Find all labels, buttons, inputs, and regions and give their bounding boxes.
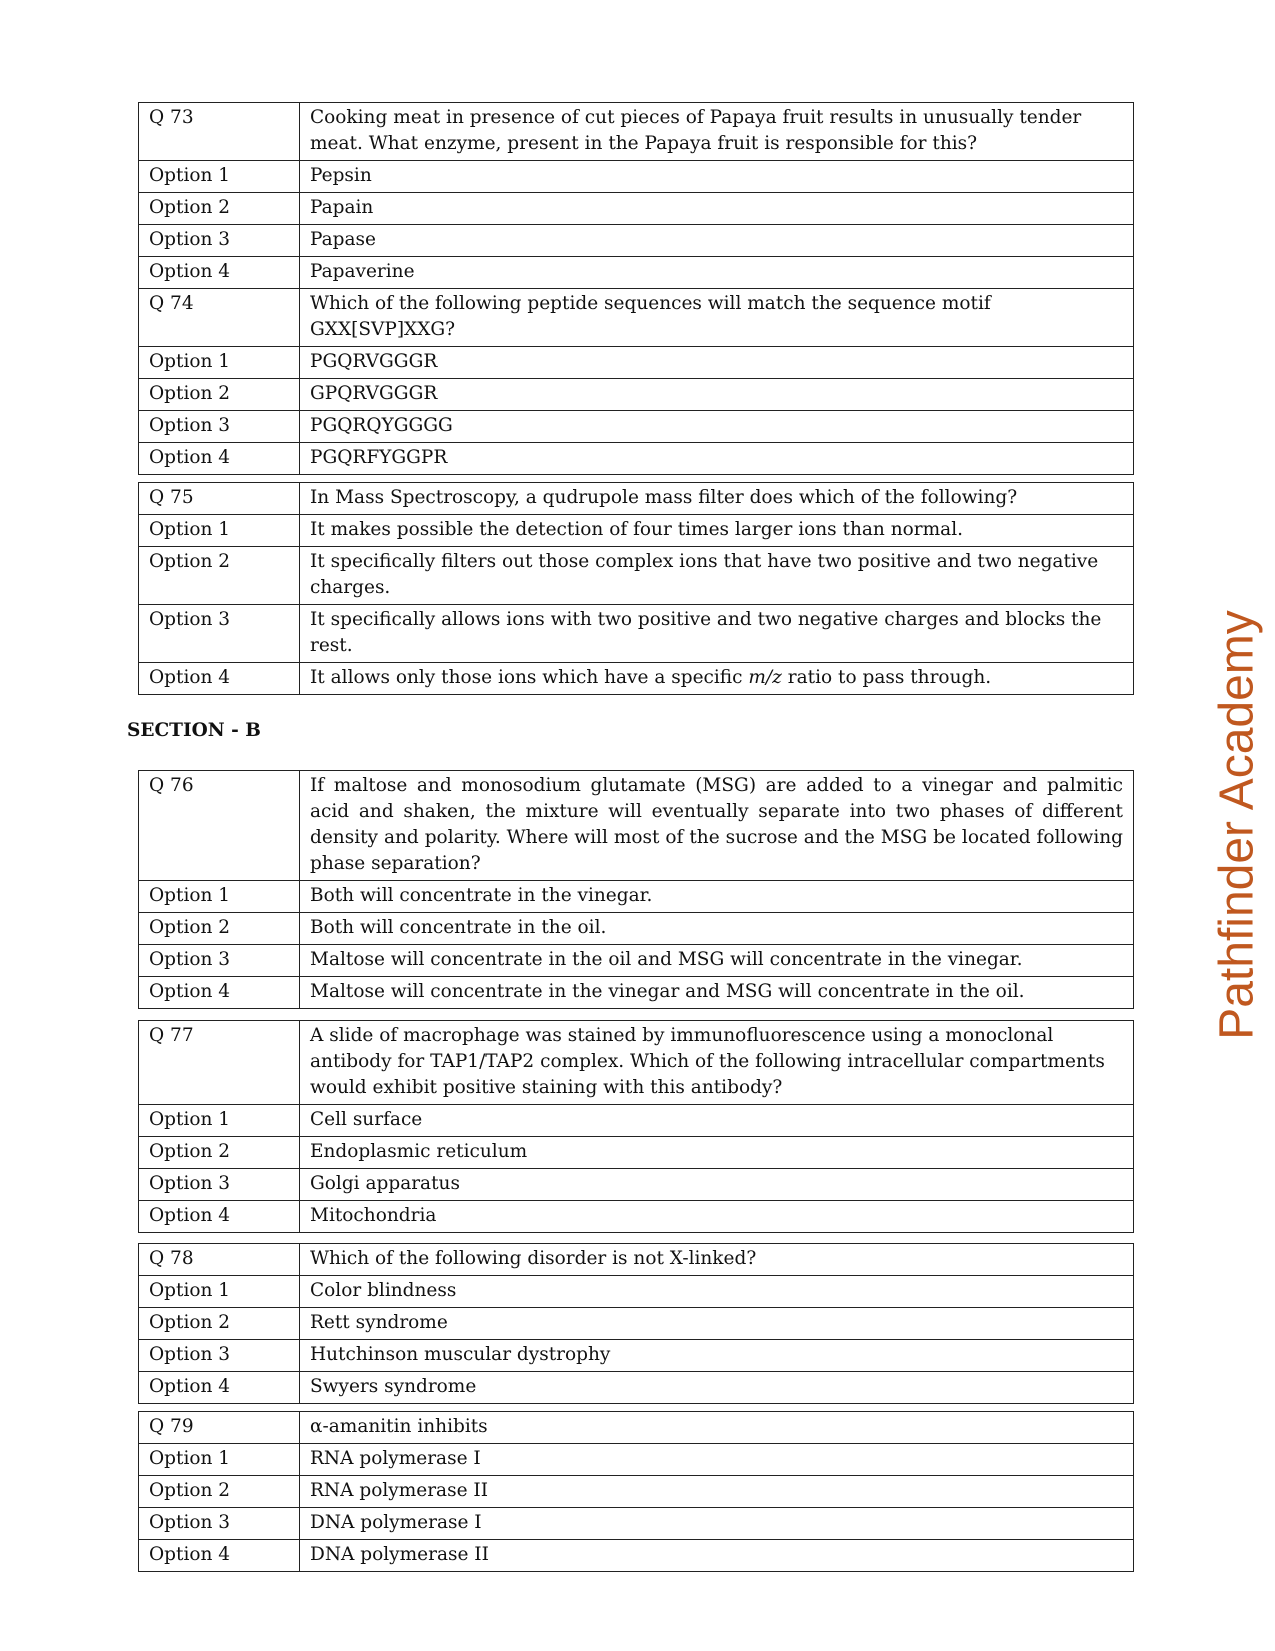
question-table-q76 bbox=[138, 770, 1134, 1009]
option-label: Option 1 bbox=[139, 1276, 300, 1308]
question-number: Q 76 bbox=[139, 771, 300, 881]
option-row bbox=[139, 161, 1134, 193]
option-text: Hutchinson muscular dystrophy bbox=[300, 1340, 1134, 1372]
option-row bbox=[139, 379, 1134, 411]
option-text: RNA polymerase II bbox=[300, 1476, 1134, 1508]
option-row bbox=[139, 411, 1134, 443]
option-text: GPQRVGGGR bbox=[300, 379, 1134, 411]
option-text-pre: It allows only those ions which have a specific bbox=[310, 667, 749, 688]
option-row bbox=[139, 881, 1134, 913]
question-row bbox=[139, 1244, 1134, 1276]
question-number: Q 73 bbox=[139, 103, 300, 161]
question-row bbox=[139, 771, 1134, 881]
option-text: Both will concentrate in the vinegar. bbox=[300, 881, 1134, 913]
option-row bbox=[139, 977, 1134, 1009]
question-table-q73 bbox=[138, 102, 1134, 289]
option-row bbox=[139, 193, 1134, 225]
option-row bbox=[139, 1372, 1134, 1404]
option-label: Option 2 bbox=[139, 1308, 300, 1340]
option-label: Option 2 bbox=[139, 379, 300, 411]
option-text: Swyers syndrome bbox=[300, 1372, 1134, 1404]
option-text: Papaverine bbox=[300, 257, 1134, 289]
option-label: Option 4 bbox=[139, 1201, 300, 1233]
option-text: Rett syndrome bbox=[300, 1308, 1134, 1340]
option-row bbox=[139, 663, 1134, 695]
question-text: Which of the following disorder is not X-linked? bbox=[300, 1244, 1134, 1276]
option-text: DNA polymerase II bbox=[300, 1540, 1134, 1572]
option-label: Option 2 bbox=[139, 1137, 300, 1169]
option-text: Maltose will concentrate in the vinegar and MSG will concentrate in the oil. bbox=[300, 977, 1134, 1009]
question-text: α-amanitin inhibits bbox=[300, 1412, 1134, 1444]
option-text: Cell surface bbox=[300, 1105, 1134, 1137]
question-row bbox=[139, 1021, 1134, 1105]
option-text: Papase bbox=[300, 225, 1134, 257]
option-text: RNA polymerase I bbox=[300, 1444, 1134, 1476]
question-row bbox=[139, 483, 1134, 515]
option-text: Golgi apparatus bbox=[300, 1169, 1134, 1201]
option-row bbox=[139, 1444, 1134, 1476]
question-row bbox=[139, 103, 1134, 161]
question-number: Q 75 bbox=[139, 483, 300, 515]
option-row bbox=[139, 1276, 1134, 1308]
question-text: Which of the following peptide sequences will match the sequence motif GXX[SVP]XXG? bbox=[300, 289, 1134, 347]
option-row bbox=[139, 257, 1134, 289]
option-row bbox=[139, 1137, 1134, 1169]
question-number: Q 77 bbox=[139, 1021, 300, 1105]
option-text: PGQRQYGGGG bbox=[300, 411, 1134, 443]
question-number: Q 74 bbox=[139, 289, 300, 347]
option-row bbox=[139, 1169, 1134, 1201]
option-text: Both will concentrate in the oil. bbox=[300, 913, 1134, 945]
option-text: Endoplasmic reticulum bbox=[300, 1137, 1134, 1169]
option-label: Option 4 bbox=[139, 443, 300, 475]
option-row bbox=[139, 1340, 1134, 1372]
option-text bbox=[300, 663, 1134, 695]
mz-ratio-term: m/z bbox=[748, 667, 782, 688]
option-label: Option 3 bbox=[139, 225, 300, 257]
option-label: Option 1 bbox=[139, 515, 300, 547]
option-label: Option 4 bbox=[139, 977, 300, 1009]
option-text: Color blindness bbox=[300, 1276, 1134, 1308]
question-row bbox=[139, 289, 1134, 347]
question-text: Cooking meat in presence of cut pieces of Papaya fruit results in unusually tender meat. What enzyme, present in the Papaya fruit is responsible for this? bbox=[300, 103, 1134, 161]
option-row bbox=[139, 605, 1134, 663]
option-label: Option 3 bbox=[139, 411, 300, 443]
watermark-text: Pathfinder Academy bbox=[1210, 610, 1264, 1040]
option-text: It specifically filters out those complex ions that have two positive and two negative charges. bbox=[300, 547, 1134, 605]
option-label: Option 1 bbox=[139, 881, 300, 913]
section-heading: SECTION - B bbox=[127, 720, 261, 741]
question-text: If maltose and monosodium glutamate (MSG) are added to a vinegar and palmitic acid and shaken, the mixture will eventually separate into two phases of different density and polarity. Where will most of the sucrose and the MSG be located following phase separation? bbox=[300, 771, 1134, 881]
option-row bbox=[139, 347, 1134, 379]
option-label: Option 4 bbox=[139, 1372, 300, 1404]
option-text: DNA polymerase I bbox=[300, 1508, 1134, 1540]
question-row bbox=[139, 1412, 1134, 1444]
option-row bbox=[139, 1201, 1134, 1233]
option-label: Option 2 bbox=[139, 193, 300, 225]
option-row bbox=[139, 913, 1134, 945]
option-row bbox=[139, 515, 1134, 547]
question-text: In Mass Spectroscopy, a qudrupole mass filter does which of the following? bbox=[300, 483, 1134, 515]
option-row bbox=[139, 1508, 1134, 1540]
option-row bbox=[139, 945, 1134, 977]
option-row bbox=[139, 443, 1134, 475]
option-label: Option 1 bbox=[139, 161, 300, 193]
option-row bbox=[139, 547, 1134, 605]
question-table-q78 bbox=[138, 1243, 1134, 1404]
option-label: Option 1 bbox=[139, 347, 300, 379]
option-label: Option 2 bbox=[139, 547, 300, 605]
option-label: Option 1 bbox=[139, 1105, 300, 1137]
option-text: Papain bbox=[300, 193, 1134, 225]
option-text-post: ratio to pass through. bbox=[781, 667, 992, 688]
option-text: It makes possible the detection of four times larger ions than normal. bbox=[300, 515, 1134, 547]
option-label: Option 4 bbox=[139, 663, 300, 695]
option-label: Option 3 bbox=[139, 945, 300, 977]
option-label: Option 3 bbox=[139, 605, 300, 663]
option-label: Option 1 bbox=[139, 1444, 300, 1476]
question-table-q77 bbox=[138, 1020, 1134, 1233]
option-text: PGQRFYGGPR bbox=[300, 443, 1134, 475]
question-table-q75 bbox=[138, 482, 1134, 695]
option-row bbox=[139, 1476, 1134, 1508]
option-label: Option 4 bbox=[139, 1540, 300, 1572]
option-label: Option 2 bbox=[139, 913, 300, 945]
option-label: Option 3 bbox=[139, 1169, 300, 1201]
option-row bbox=[139, 1308, 1134, 1340]
option-text: PGQRVGGGR bbox=[300, 347, 1134, 379]
question-table-q79 bbox=[138, 1411, 1134, 1572]
question-text: A slide of macrophage was stained by immunofluorescence using a monoclonal antibody for TAP1/TAP2 complex. Which of the following intracellular compartments would exhibit positive staining with this antibody? bbox=[300, 1021, 1134, 1105]
question-number: Q 78 bbox=[139, 1244, 300, 1276]
option-label: Option 3 bbox=[139, 1340, 300, 1372]
option-text: Pepsin bbox=[300, 161, 1134, 193]
option-label: Option 3 bbox=[139, 1508, 300, 1540]
option-row bbox=[139, 1105, 1134, 1137]
option-text: Maltose will concentrate in the oil and MSG will concentrate in the vinegar. bbox=[300, 945, 1134, 977]
option-row bbox=[139, 1540, 1134, 1572]
question-table-q74 bbox=[138, 288, 1134, 475]
option-row bbox=[139, 225, 1134, 257]
option-text: Mitochondria bbox=[300, 1201, 1134, 1233]
option-label: Option 4 bbox=[139, 257, 300, 289]
option-label: Option 2 bbox=[139, 1476, 300, 1508]
option-text: It specifically allows ions with two positive and two negative charges and blocks the rest. bbox=[300, 605, 1134, 663]
question-number: Q 79 bbox=[139, 1412, 300, 1444]
